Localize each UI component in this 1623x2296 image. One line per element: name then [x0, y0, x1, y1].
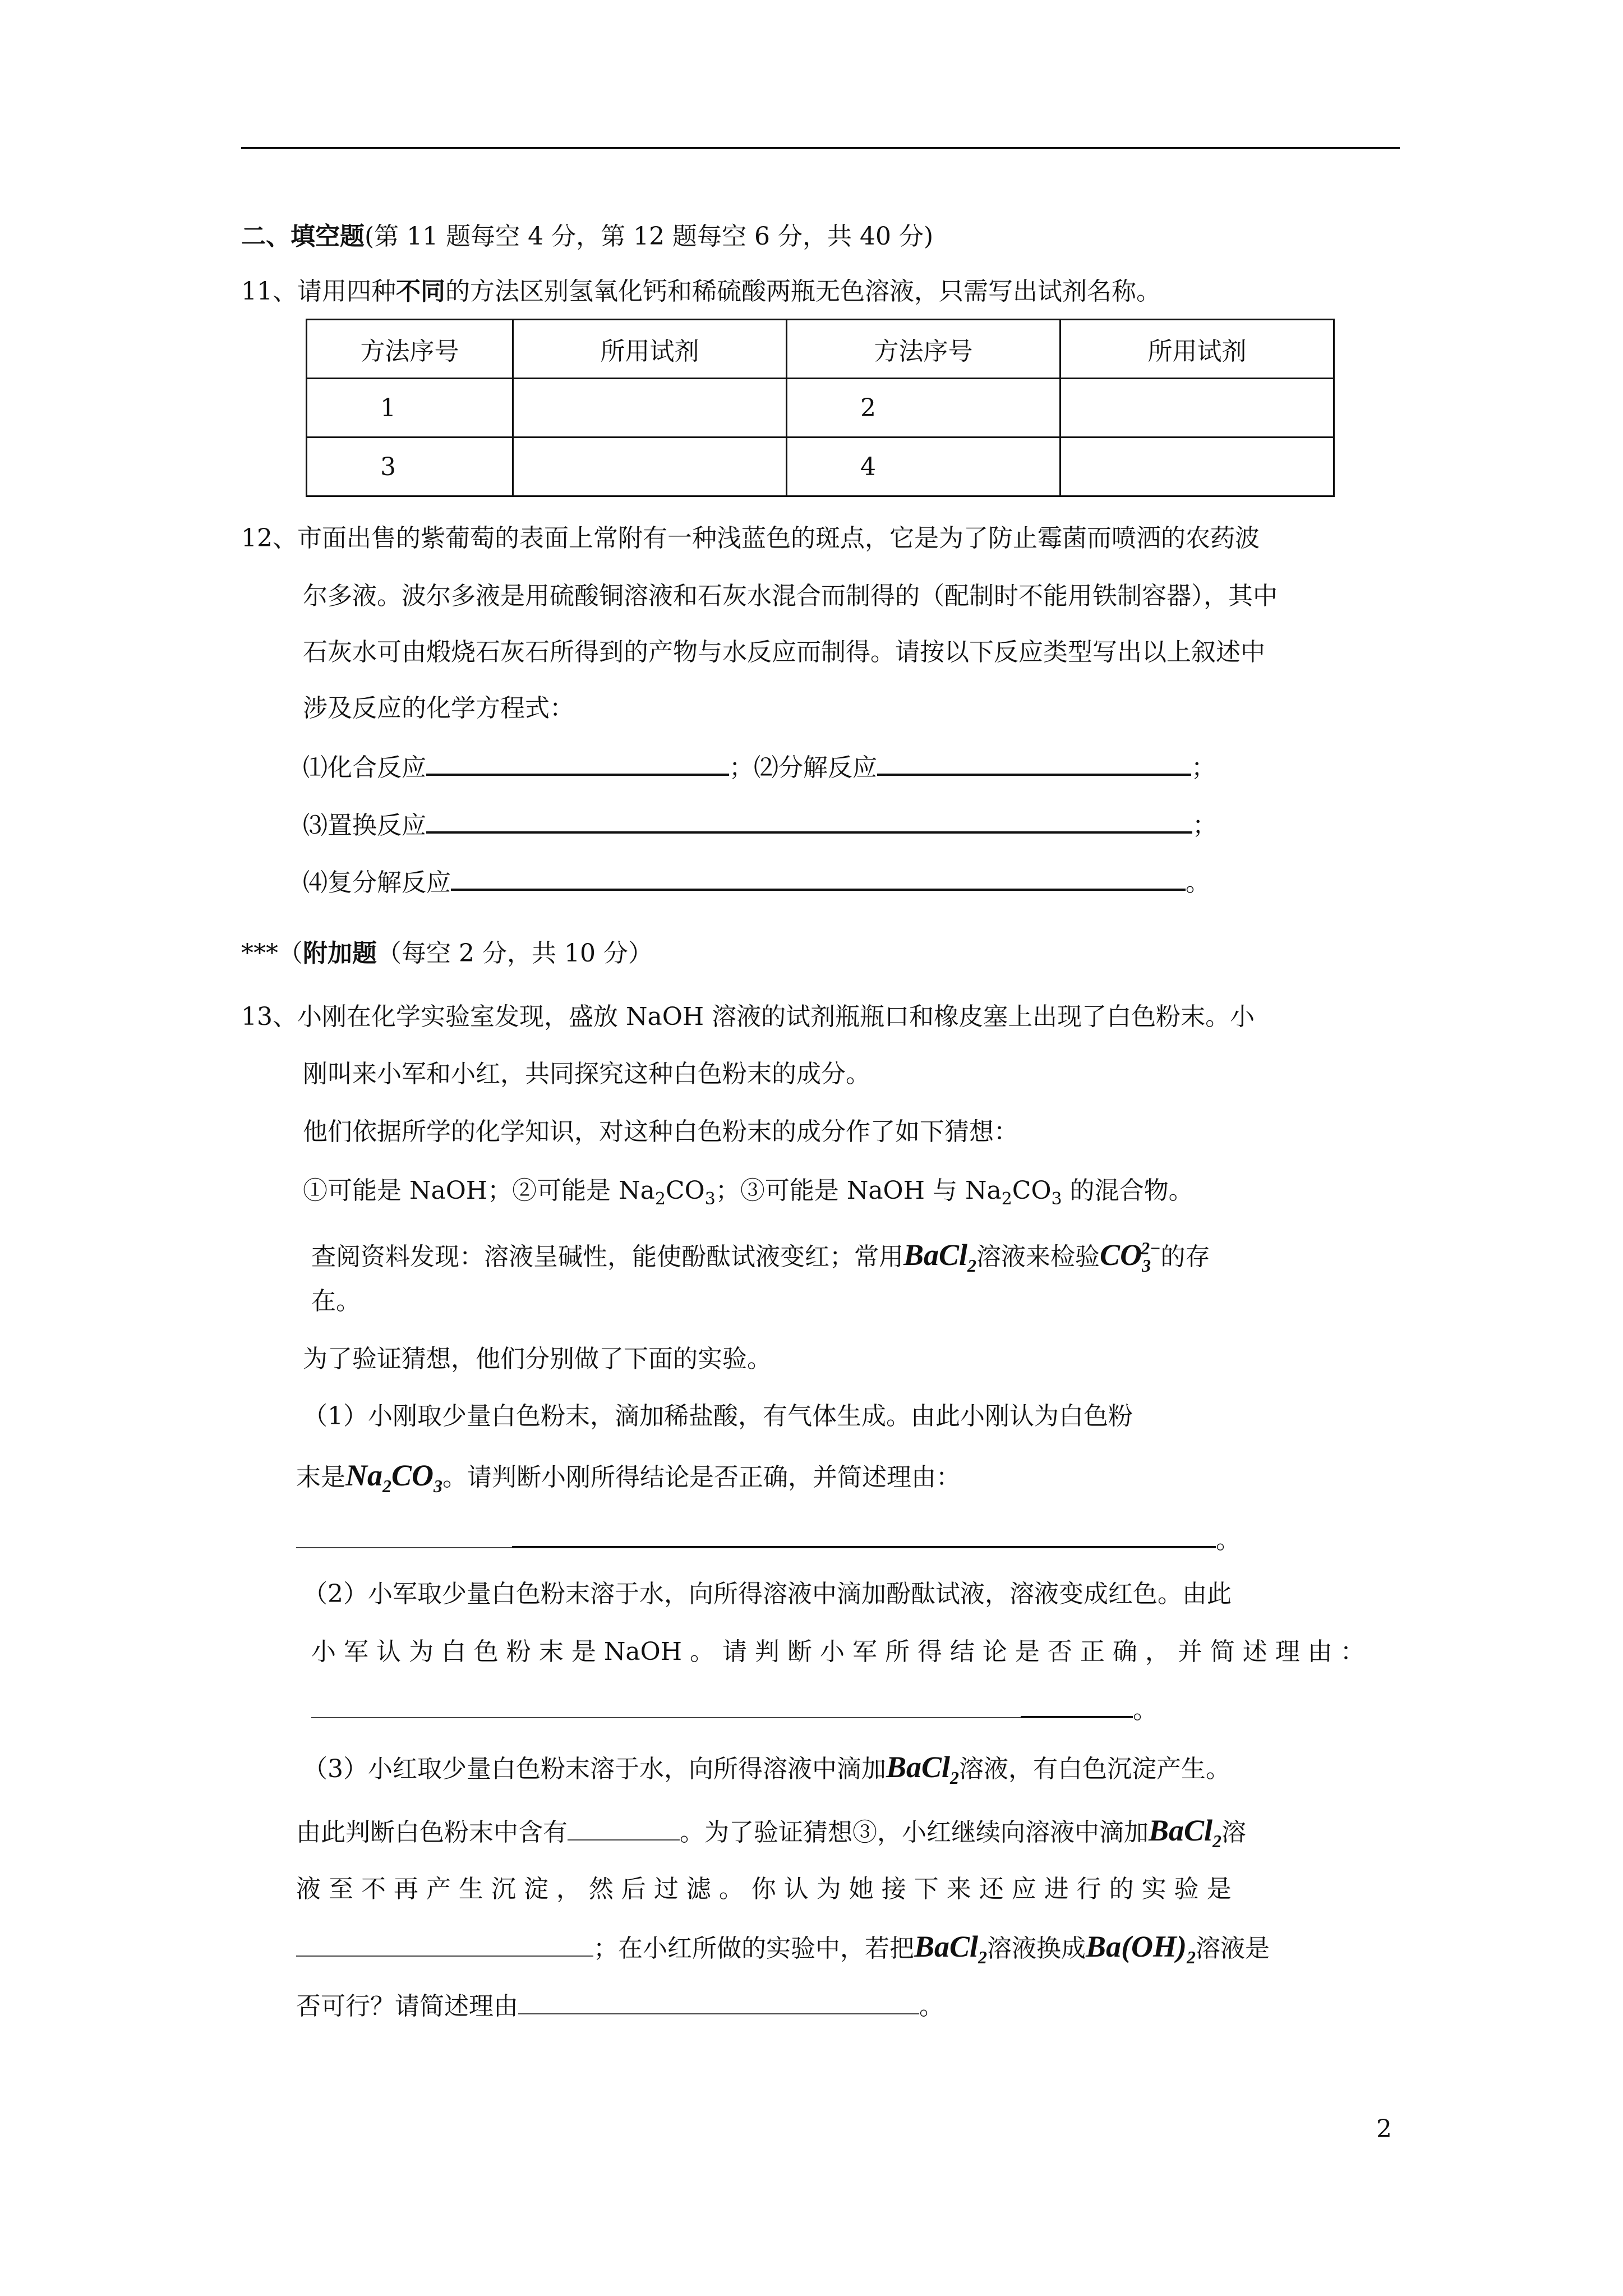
- part3-line4: [296, 1930, 1270, 1974]
- q13-guesses: [303, 1174, 1193, 1216]
- answer-blank[interactable]: [518, 1989, 919, 2014]
- q12-line: 涉及反应的化学方程式：: [303, 694, 574, 723]
- part1-answer: [296, 1521, 1241, 1557]
- reaction-1-blank[interactable]: [426, 749, 729, 776]
- part3-text: 溶液是: [1196, 1934, 1270, 1963]
- formula-text: BaCl: [1149, 1814, 1213, 1847]
- header-cell: 所用试剂: [1061, 320, 1334, 379]
- header-cell: 方法序号: [307, 320, 513, 379]
- q11-bold: 不同: [396, 277, 445, 306]
- period: 。: [919, 1992, 944, 2021]
- subscript: 3: [1051, 1189, 1062, 1209]
- part2-answer: [311, 1691, 1158, 1727]
- formula-text: CO: [1100, 1238, 1142, 1272]
- guess-text: CO: [665, 1176, 705, 1205]
- subscript: 2: [1212, 1830, 1222, 1851]
- bonus-stars: ***（: [241, 939, 303, 968]
- q12-line: 石灰水可由煅烧石灰石所得到的产物与水反应而制得。请按以下反应类型写出以上叙述中: [303, 638, 1265, 666]
- formula-text: CO: [391, 1458, 434, 1492]
- answer-blank[interactable]: [512, 1521, 1216, 1548]
- subscript: 3: [434, 1475, 443, 1496]
- page-number: 2: [1376, 2115, 1392, 2143]
- method-number: 3: [307, 438, 513, 496]
- q11-post: 的方法区别氢氧化钙和稀硫酸两瓶无色溶液，只需写出试剂名称。: [445, 277, 1161, 306]
- formula-text: Na: [345, 1458, 382, 1492]
- q13-line: 为了验证猜想，他们分别做了下面的实验。: [303, 1345, 772, 1373]
- subscript: 2: [967, 1255, 977, 1276]
- q11-text: [241, 275, 1161, 309]
- header-cell: 方法序号: [787, 320, 1061, 379]
- period: 。: [1216, 1526, 1241, 1554]
- guess-text: ①可能是 NaOH；②可能是 Na: [303, 1176, 655, 1205]
- q12-line: 尔多液。波尔多液是用硫酸铜溶液和石灰水混合而制得的（配制时不能用铁制容器），其中: [303, 582, 1278, 610]
- table-row: [307, 379, 1334, 438]
- q13-line: 13、小刚在化学实验室发现，盛放 NaOH 溶液的试剂瓶瓶口和橡皮塞上出现了白色粉末。小: [241, 1002, 1255, 1031]
- formula-bacl2: [886, 1750, 960, 1788]
- reaction-3-blank[interactable]: [426, 807, 1192, 834]
- reaction-2-label: ⑵分解反应: [754, 753, 877, 782]
- q11-table: [306, 319, 1335, 497]
- subscript: 3: [1142, 1255, 1151, 1276]
- period: 。: [1186, 868, 1210, 897]
- part3-line: [303, 1750, 1230, 1795]
- method-number: 1: [307, 379, 513, 438]
- subscript: 2: [978, 1947, 988, 1967]
- reaction-4-label: ⑷复分解反应: [303, 868, 451, 897]
- header-cell: 所用试剂: [513, 320, 787, 379]
- table-header-row: [307, 320, 1334, 379]
- bonus-note: （每空 2 分，共 10 分）: [377, 939, 653, 968]
- section-title: 二、填空题: [241, 222, 365, 251]
- part3-line2: [296, 1814, 1246, 1858]
- reference-text: 的存: [1160, 1243, 1210, 1271]
- answer-blank[interactable]: [296, 1522, 512, 1548]
- semicolon: ；: [729, 753, 754, 782]
- semicolon: ；: [1191, 753, 1216, 782]
- answer-blank[interactable]: [311, 1692, 1021, 1718]
- subscript: 2: [1187, 1947, 1196, 1967]
- guess-text: CO: [1012, 1176, 1052, 1205]
- header-rule: [241, 147, 1400, 149]
- part1-text: 末是: [296, 1463, 345, 1492]
- formula-text: BaCl: [914, 1930, 979, 1963]
- formula-bacl2: [903, 1238, 977, 1276]
- answer-blank[interactable]: [1021, 1691, 1133, 1718]
- superscript: 2−: [1141, 1238, 1161, 1258]
- table-row: [307, 438, 1334, 496]
- answer-blank[interactable]: [568, 1815, 680, 1841]
- reaction-4-line: [303, 864, 1210, 900]
- reaction-3-label: ⑶置换反应: [303, 811, 426, 840]
- subscript: 3: [704, 1189, 716, 1209]
- guess-text: 的混合物。: [1062, 1176, 1193, 1205]
- part3-line5: [296, 1989, 944, 2023]
- period: 。: [1133, 1696, 1158, 1724]
- formula-text: BaCl: [903, 1238, 968, 1272]
- part3-text: 否可行？请简述理由: [296, 1992, 518, 2021]
- q11-pre: 11、请用四种: [241, 277, 396, 306]
- part1-text: 。请判断小刚所得结论是否正确，并简述理由：: [442, 1463, 961, 1492]
- q12-line: 12、市面出售的紫葡萄的表面上常附有一种浅蓝色的斑点，它是为了防止霉菌而喷洒的农药波: [241, 524, 1260, 553]
- q13-line: 在。: [311, 1287, 361, 1315]
- reaction-4-blank[interactable]: [451, 864, 1186, 891]
- reagent-cell[interactable]: [513, 438, 787, 496]
- part2-line: （2）小军取少量白色粉末溶于水，向所得溶液中滴加酚酞试液，溶液变成红色。由此: [303, 1580, 1232, 1608]
- part3-text: 。为了验证猜想③，小红继续向溶液中滴加: [680, 1818, 1149, 1847]
- part2-line2: 小 军 认 为 白 色 粉 末 是 NaOH 。 请 判 断 小 军 所 得 结 论 是 否 正 确 ， 并 简 述 理 由 ：: [311, 1637, 1365, 1666]
- section-heading: [241, 220, 933, 254]
- semicolon: ；: [1192, 811, 1217, 840]
- part3-text: （3）小红取少量白色粉末溶于水，向所得溶液中滴加: [303, 1755, 886, 1783]
- reagent-cell[interactable]: [1061, 438, 1334, 496]
- formula-text: BaCl: [886, 1750, 951, 1784]
- reference-text: 查阅资料发现：溶液呈碱性，能使酚酞试液变红；常用: [311, 1243, 903, 1271]
- formula-carbonate-ion: [1100, 1238, 1161, 1276]
- subscript: 2: [950, 1767, 960, 1788]
- guess-text: ；③可能是 NaOH 与 Na: [715, 1176, 1002, 1205]
- part1-line2: [296, 1458, 961, 1503]
- part3-text: ；在小红所做的实验中，若把: [593, 1934, 914, 1963]
- part3-line3: 液 至 不 再 产 生 沉 淀 ， 然 后 过 滤 。 你 认 为 她 接 下 来 还 应 进 行 的 实 验 是: [296, 1875, 1232, 1903]
- answer-blank[interactable]: [296, 1931, 593, 1957]
- q13-line: 刚叫来小军和小红，共同探究这种白色粉末的成分。: [303, 1060, 870, 1088]
- reaction-2-blank[interactable]: [877, 749, 1191, 776]
- q13-reference: [311, 1231, 1210, 1282]
- method-number: 2: [787, 379, 1061, 438]
- subscript: 2: [382, 1475, 391, 1496]
- part3-text: 溶: [1221, 1818, 1247, 1847]
- bonus-heading: [241, 937, 653, 970]
- part3-text: 溶液换成: [987, 1934, 1086, 1963]
- part3-text: 由此判断白色粉末中含有: [296, 1818, 568, 1847]
- part1-line: （1）小刚取少量白色粉末，滴加稀盐酸，有气体生成。由此小刚认为白色粉: [303, 1402, 1133, 1430]
- q13-line: 他们依据所学的化学知识，对这种白色粉末的成分作了如下猜想：: [303, 1117, 1018, 1146]
- reagent-cell[interactable]: [513, 379, 787, 438]
- formula-na2co3: [345, 1458, 443, 1496]
- section-note: (第 11 题每空 4 分，第 12 题每空 6 分，共 40 分): [365, 222, 934, 251]
- reaction-1-line: [303, 749, 1216, 785]
- formula-text: Ba(OH): [1086, 1930, 1187, 1963]
- reaction-3-line: [303, 807, 1217, 843]
- formula-baoh2: [1086, 1930, 1196, 1967]
- subscript: 2: [654, 1189, 666, 1209]
- formula-bacl2: [1149, 1814, 1222, 1851]
- bonus-title: 附加题: [303, 939, 377, 968]
- method-number: 4: [787, 438, 1061, 496]
- formula-bacl2: [914, 1930, 988, 1967]
- reference-text: 溶液来检验: [976, 1243, 1100, 1271]
- reaction-1-label: ⑴化合反应: [303, 753, 426, 782]
- reagent-cell[interactable]: [1061, 379, 1334, 438]
- subscript: 2: [1001, 1189, 1012, 1209]
- part3-text: 溶液，有白色沉淀产生。: [959, 1755, 1231, 1783]
